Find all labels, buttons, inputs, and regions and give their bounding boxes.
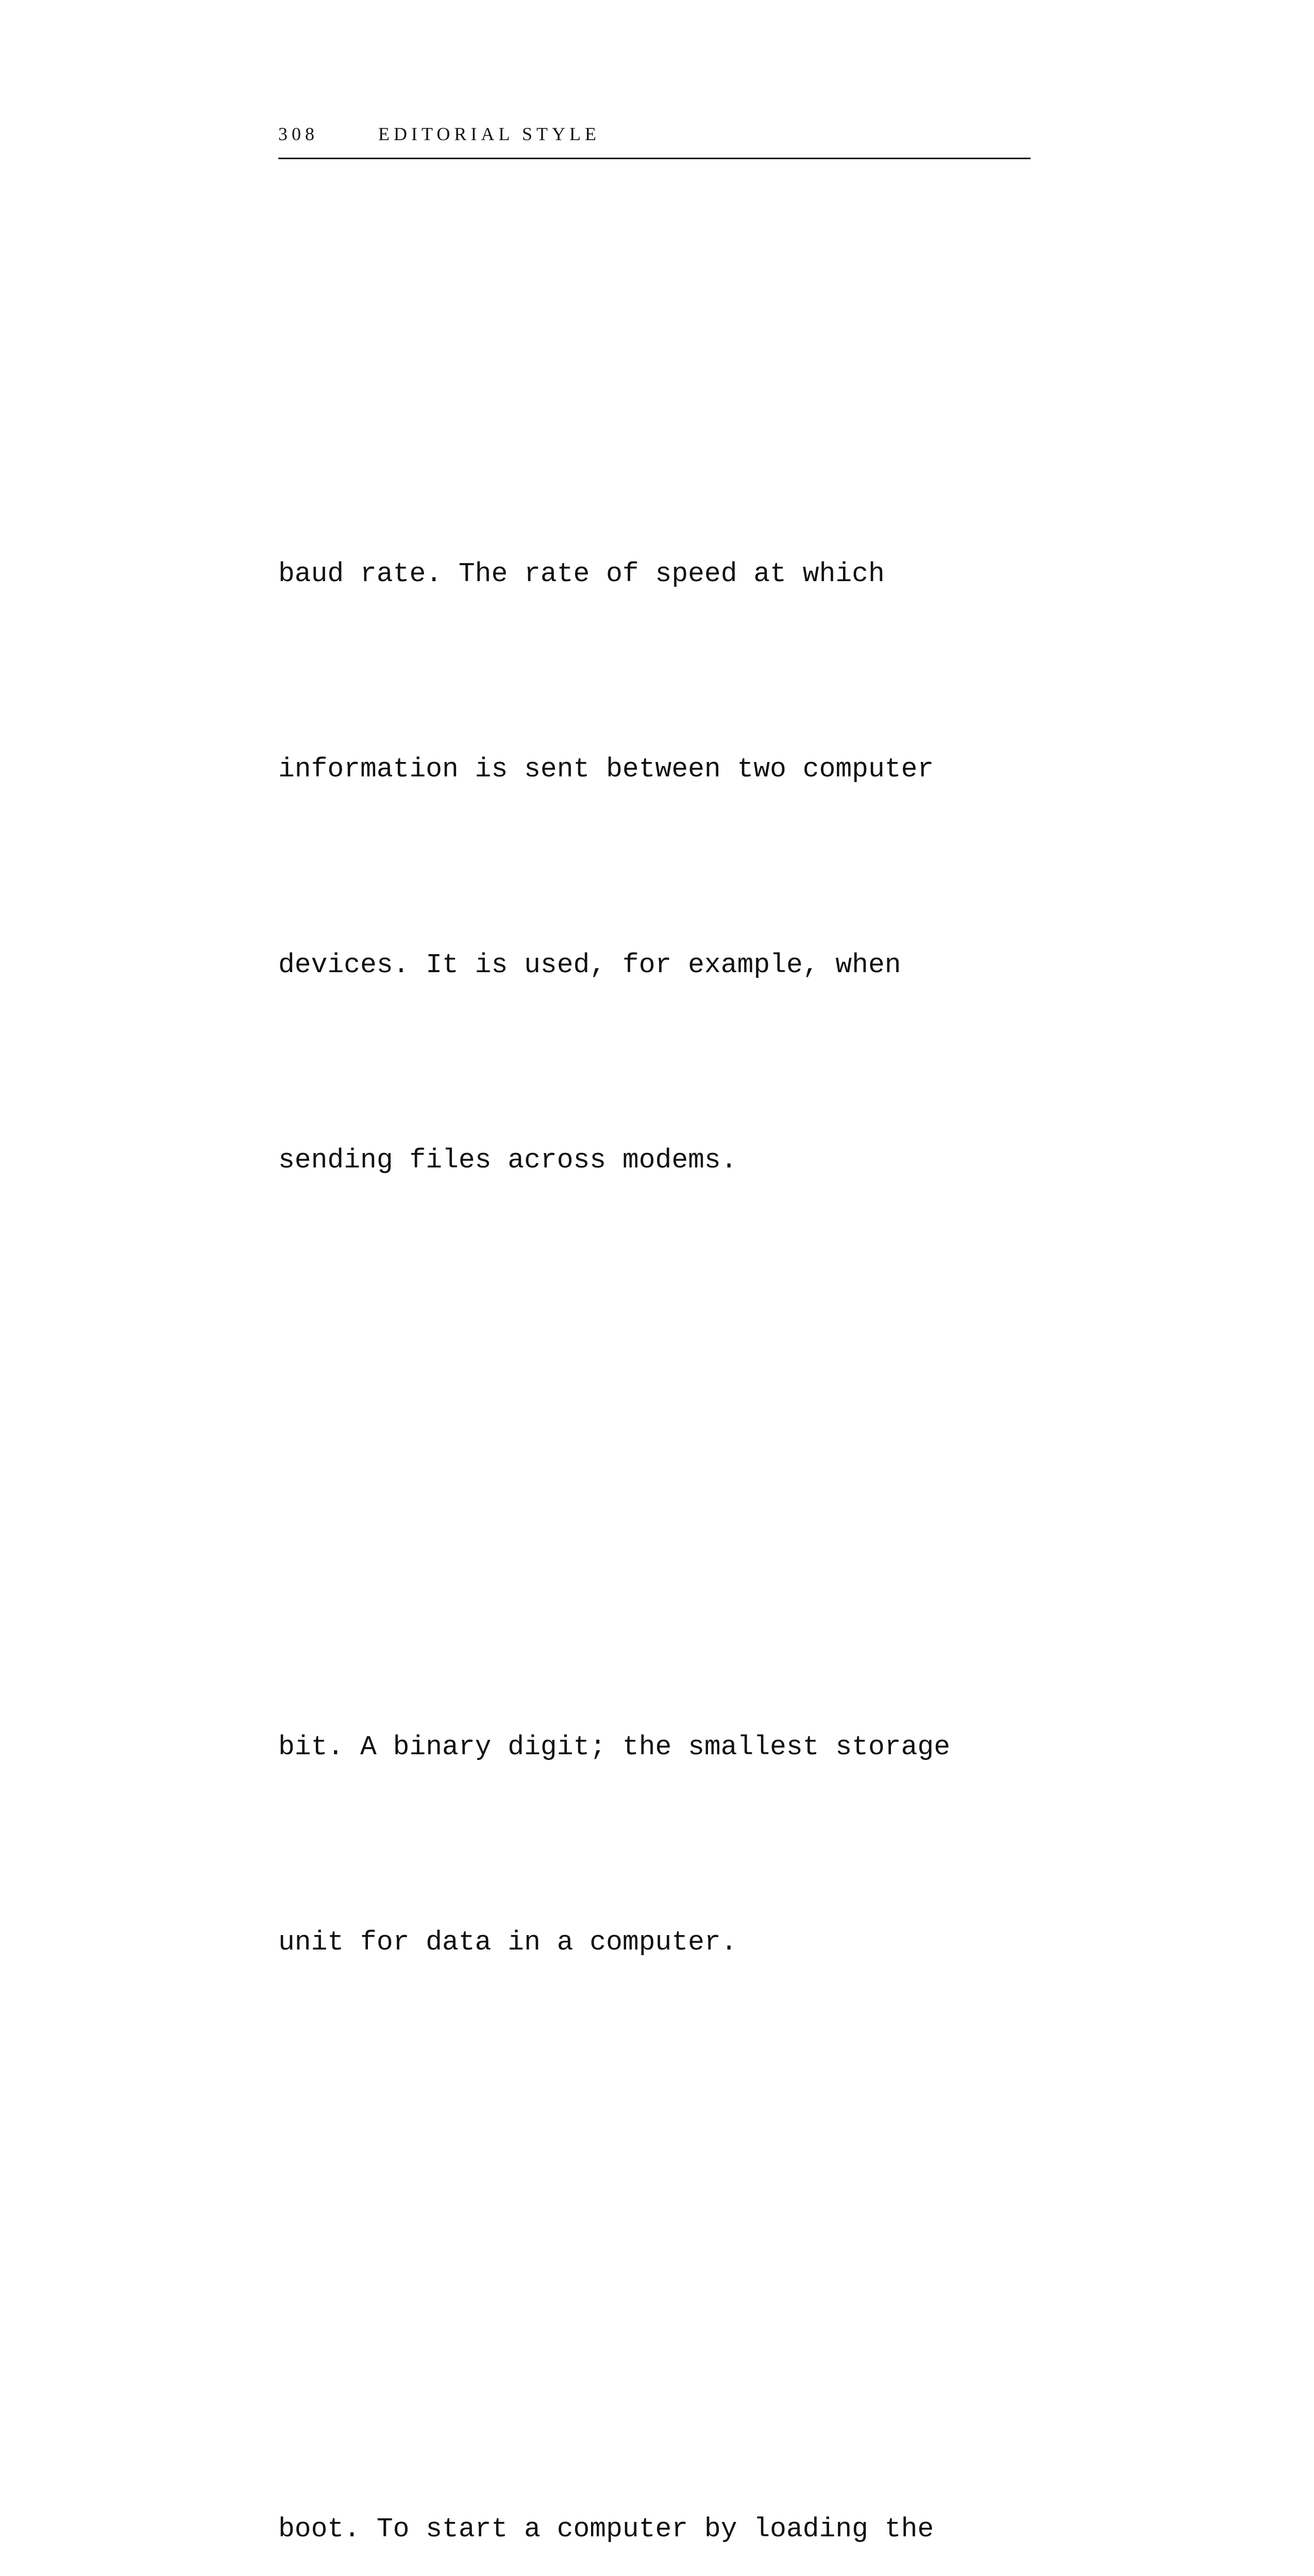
text-line: bit. A binary digit; the smallest storage	[278, 1715, 1041, 1780]
text-line: devices. It is used, for example, when	[278, 933, 1041, 998]
glossary-entry-bit	[278, 1584, 1041, 2106]
text-line: baud rate. The rate of speed at which	[278, 541, 1041, 607]
glossary-entry-boot	[278, 2366, 1041, 2576]
text-line: information is sent between two computer	[278, 737, 1041, 802]
page-number: 308	[278, 124, 318, 144]
text-line: boot. To start a computer by loading the	[278, 2497, 1041, 2562]
section-title: EDITORIAL STYLE	[378, 124, 600, 144]
running-header	[278, 124, 1031, 159]
glossary-entries	[278, 215, 1041, 2576]
glossary-entry-baud-rate	[278, 411, 1041, 1324]
text-line: unit for data in a computer.	[278, 1910, 1041, 1975]
text-line: sending files across modems.	[278, 1128, 1041, 1193]
